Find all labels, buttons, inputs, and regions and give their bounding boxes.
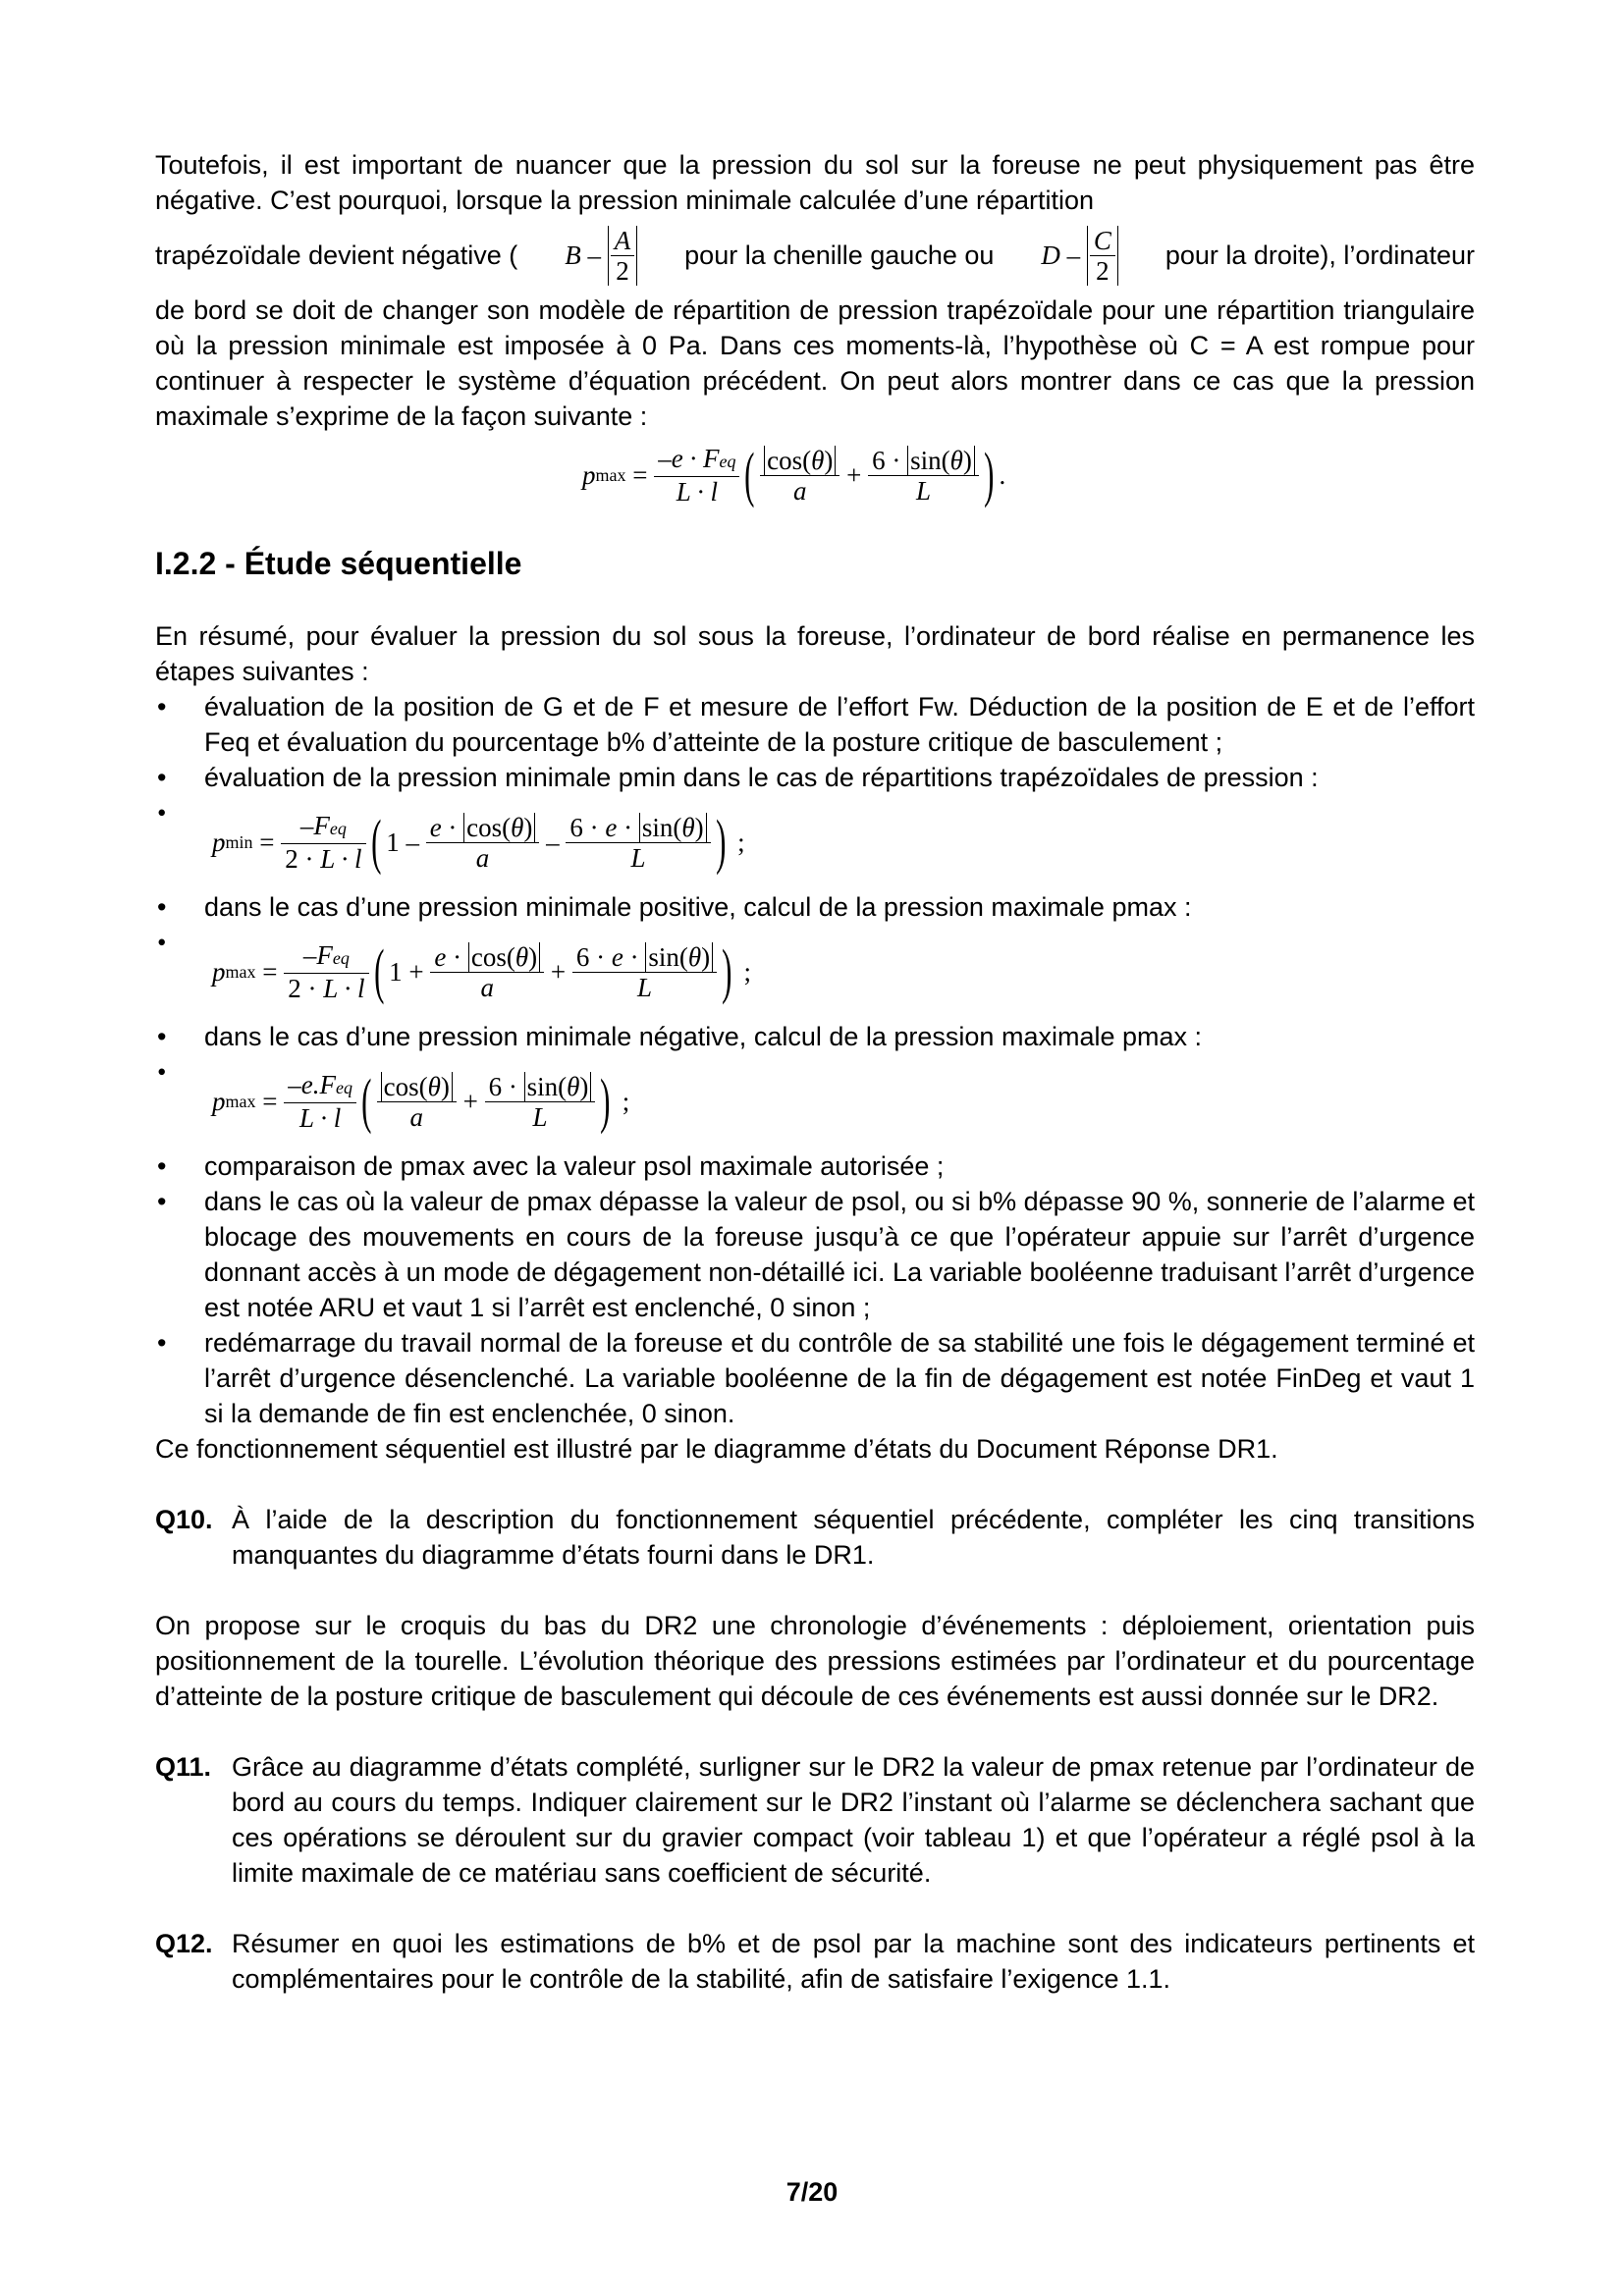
- question-12-label: Q12.: [155, 1929, 213, 1958]
- formula-pmin: • p min = $\frac{\text{–Feq}}{2 \cdot L \cdot l}$ ( 1 – $\frac{e \cdot \cos(\theta)}{a}$ – $\frac{6 \cdot e \cdot \sin(\theta)}{L}$ ) ;: [155, 795, 1475, 889]
- step-5: • comparaison de pmax avec la valeur psol maximale autorisée ;: [155, 1148, 1475, 1184]
- question-11-label: Q11.: [155, 1752, 212, 1782]
- steps-list: [155, 689, 1475, 1431]
- question-12-text: Résumer en quoi les estimations de b% et de psol par la machine sont des indicateurs pertinents et complémentaires pour le contrôle de la stabilité, afin de satisfaire l’exigence 1.1.: [232, 1929, 1475, 1994]
- step-2: • évaluation de la pression minimale pmin dans le cas de répartitions trapézoïdales de pression :: [155, 760, 1475, 795]
- question-10-label: Q10.: [155, 1505, 213, 1534]
- question-10-text: À l’aide de la description du fonctionnement séquentiel précédente, compléter les cinq transitions manquantes du diagramme d’états fourni dans le DR1.: [232, 1505, 1475, 1570]
- summary-outro: Ce fonctionnement séquentiel est illustré par le diagramme d’états du Document Réponse DR1.: [155, 1434, 1278, 1464]
- step-3: • dans le cas d’une pression minimale positive, calcul de la pression maximale pmax :: [155, 889, 1475, 925]
- question-10: [155, 1502, 1475, 1573]
- intro-paragraph-1: Toutefois, il est important de nuancer que la pression du sol sur la foreuse ne peut physiquement pas être négative. C’est pourquoi, lorsque la pression minimale calculée d’une répartition: [155, 150, 1475, 215]
- summary-intro: En résumé, pour évaluer la pression du sol sous la foreuse, l’ordinateur de bord réalise en permanence les étapes suivantes :: [155, 621, 1475, 686]
- question-12: [155, 1926, 1475, 1997]
- page-content: [155, 147, 1475, 1997]
- formula-pmax-negative: • p max = $\frac{\text{–e.Feq}}{L \cdot l}$ ( $\frac{\cos(\theta)}{a}$ + $\frac{6 \cdot \sin(\theta)}{L}$ ) ;: [155, 1054, 1475, 1148]
- section-title: I.2.2 - Étude séquentielle: [155, 546, 522, 581]
- formula-d-minus-c-over-2: D – $\frac{C}{2}$: [1041, 226, 1118, 286]
- step-6: • dans le cas où la valeur de pmax dépasse la valeur de psol, ou si b% dépasse 90 %, sonnerie de l’alarme et blocage des mouvements en cours de la foreuse jusqu’à ce que l’opérateur appuie sur l’arrêt d’urgence donnant accès à un mode de dégagement non-détaillé ici. La variable booléenne traduisant l’arrêt d’urgence est notée ARU et vaut 1 si l’arrêt est enclenché, 0 sinon ;: [155, 1184, 1475, 1325]
- question-11-text: Grâce au diagramme d’états complété, surligner sur le DR2 la valeur de pmax retenue par l’ordinateur de bord au cours du temps. Indiquer clairement sur le DR2 l’instant où l’alarme se déclenchera sachant que ces opérations se déroulent sur du gravier compact (voir tableau 1) et que l’opérateur a réglé psol à la limite maximale de ce matériau sans coefficient de sécurité.: [232, 1752, 1475, 1888]
- question-11: [155, 1749, 1475, 1891]
- dr2-paragraph: On propose sur le croquis du bas du DR2 une chronologie d’événements : déploiement, orientation puis positionnement de la tourelle. L’évolution théorique des pressions estimées par l’ordinateur et du pourcentage d’atteinte de la posture critique de basculement qui découle de ces événements est aussi donnée sur le DR2.: [155, 1611, 1475, 1711]
- intro-p2-pre: trapézoïdale devient négative (: [155, 240, 518, 270]
- step-4: • dans le cas d’une pression minimale négative, calcul de la pression maximale pmax :: [155, 1019, 1475, 1054]
- intro-p2-post: pour la droite), l’ordinateur: [1164, 240, 1475, 270]
- step-7: • redémarrage du travail normal de la foreuse et du contrôle de sa stabilité une fois le dégagement terminé et l’arrêt d’urgence désenclenché. La variable booléenne de la fin de dégagement est notée FinDeg et vaut 1 si la demande de fin est enclenchée, 0 sinon.: [155, 1325, 1475, 1431]
- formula-pmax-triangular: p max = $\frac{\text{–e · Feq}}{L \cdot l}$ ( $\frac{\cos(\theta)}{a}$ + $\frac{6 \cdot \sin(\theta)}{L}$ ) .: [582, 442, 1006, 508]
- formula-pmax-positive: • p max = $\frac{\text{–Feq}}{2 \cdot L \cdot l}$ ( 1 + $\frac{e \cdot \cos(\theta)}{a}$ + $\frac{6 \cdot e \cdot \sin(\theta)}{L}$ ) ;: [155, 925, 1475, 1019]
- intro-line-with-fractions: [155, 218, 1475, 293]
- page-number: 7/20: [785, 2177, 839, 2207]
- step-1: • évaluation de la position de G et de F et mesure de l’effort Fw. Déduction de la position de E et de l’effort Feq et évaluation du pourcentage b% d’atteinte de la posture critique de basculement ;: [155, 689, 1475, 760]
- formula-b-minus-a-over-2: B – $\frac{A}{2}$: [565, 226, 637, 286]
- intro-p2-mid: pour la chenille gauche ou: [684, 240, 995, 270]
- intro-paragraph-3: de bord se doit de changer son modèle de répartition de pression trapézoïdale pour une répartition triangulaire où la pression minimale est imposée à 0 Pa. Dans ces moments-là, l’hypothèse où C = A est rompue pour continuer à respecter le système d’équation précédent. On peut alors montrer dans ce cas que la pression maximale s’exprime de la façon suivante :: [155, 295, 1475, 431]
